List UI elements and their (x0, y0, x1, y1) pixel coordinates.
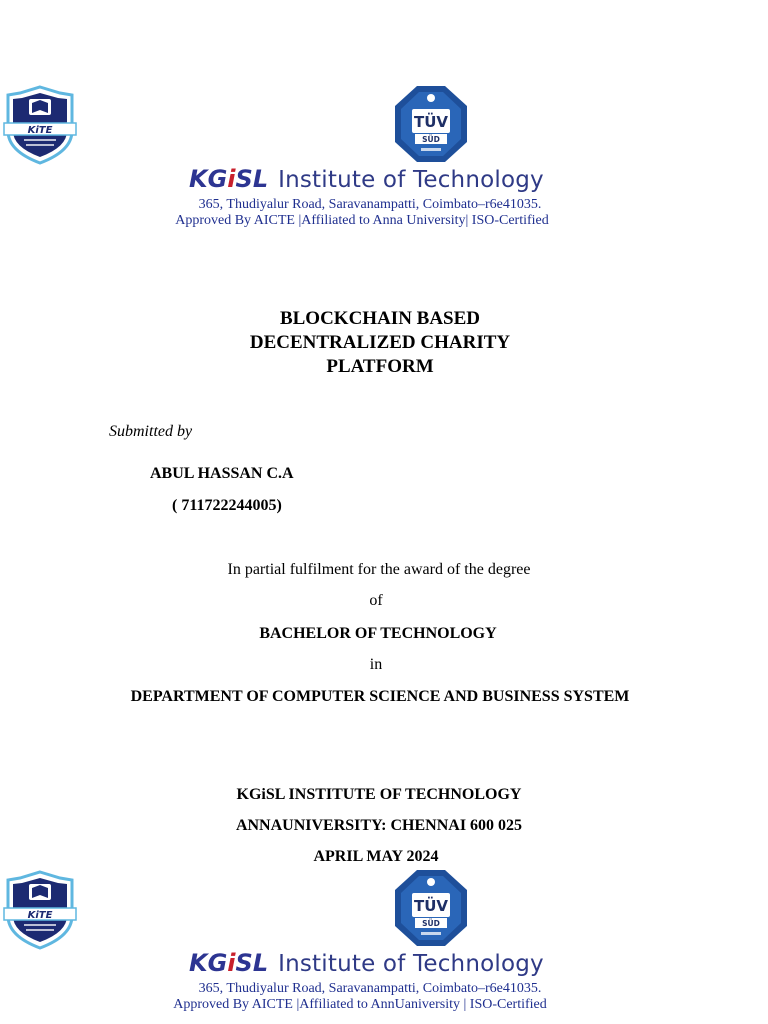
brand-name: KGiSL (189, 165, 269, 193)
tuv-sub-text: SÜD (422, 135, 440, 144)
fulfilment-text: In partial fulfilment for the award of the degree (227, 561, 531, 578)
department-name: DEPARTMENT OF COMPUTER SCIENCE AND BUSINESS SYSTEM (130, 688, 630, 705)
footer-tuv-logo (393, 868, 469, 948)
project-title (180, 307, 580, 379)
tuv-logo (393, 84, 469, 164)
footer-approval: Approved By AICTE |Affiliated to AnnUaniversity | ISO-Certified (173, 997, 547, 1012)
footer-brand-name: KGiSL (189, 949, 269, 977)
project-title-line-3: PLATFORM (326, 356, 434, 377)
institution-name: KGiSL INSTITUTE OF TECHNOLOGY (236, 786, 522, 803)
in-text: in (369, 656, 383, 673)
footer-kite-logo-text: KiTE (27, 910, 53, 921)
project-title-line-2: DECENTRALIZED CHARITY (249, 332, 511, 353)
footer-tuv-sub-text: SÜD (422, 919, 440, 928)
of-text: of (369, 592, 383, 609)
submitted-by-label: Submitted by (109, 423, 193, 440)
university-name: ANNAUNIVERSITY: CHENNAI 600 025 (235, 817, 523, 834)
institute-wordmark (189, 164, 544, 194)
header-approval: Approved By AICTE |Affiliated to Anna University| ISO-Certified (175, 213, 549, 228)
student-name: ABUL HASSAN C.A (150, 465, 294, 482)
footer-address: 365, Thudiyalur Road, Saravanampatti, Coimbato–r6e41035. (198, 981, 542, 996)
register-number: ( 711722244005) (172, 497, 282, 514)
tuv-logo-text: TÜV (413, 113, 449, 131)
project-title-line-1: BLOCKCHAIN BASED (279, 308, 481, 329)
footer-institute-name: Institute of Technology (278, 951, 544, 977)
footer-tuv-logo-text: TÜV (413, 897, 449, 915)
kite-logo (2, 85, 78, 165)
footer-institute-wordmark (189, 948, 544, 978)
submission-date: APRIL MAY 2024 (313, 848, 439, 865)
header-address: 365, Thudiyalur Road, Saravanampatti, Coimbato–r6e41035. (198, 197, 542, 212)
institute-name: Institute of Technology (278, 167, 544, 193)
degree-name: BACHELOR OF TECHNOLOGY (259, 625, 497, 642)
footer-kite-logo (2, 870, 78, 950)
kite-logo-text: KiTE (27, 125, 53, 136)
